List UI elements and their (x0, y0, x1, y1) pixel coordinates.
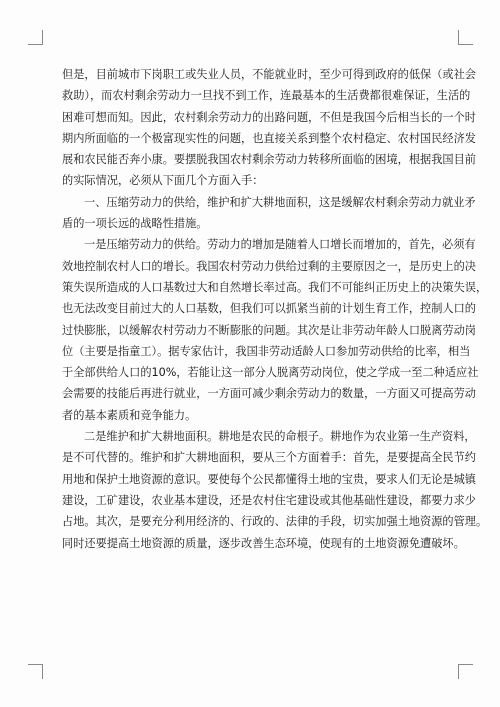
text-line: 救助），而农村剩余劳动力一旦找不到工作，连最基本的生活费都很难保证，生活的 (62, 89, 471, 103)
text-line: 建设，工矿建设，农业基本建设，还是农村住宅建设或其他基础性建设，都要力求少 (62, 493, 476, 507)
text-line: 一、压缩劳动力的供给，维护和扩大耕地面积，这是缓解农村剩余劳动力就业矛 (84, 195, 476, 209)
text-line: 位（主要是指童工）。据专家估计，我国非劳动适龄人口参加劳动供给的比率，相当 (62, 344, 471, 358)
document-body (62, 64, 488, 554)
text-line: 策失误所造成的人口基数过大和自然增长率过高。我们不可能纠正历史上的决策失误， (62, 280, 488, 294)
text-line: 困难可想而知。因此，农村剩余劳动力的出路问题，不但是我国今后相当长的一个时 (62, 110, 476, 124)
text-line: 占地。其次，是要充分利用经济的、行政的、法律的手段，切实加强土地资源的管理。 (62, 515, 488, 529)
text-line: 也无法改变目前过大的人口基数，但我们可以抓紧当前的计划生育工作，控制人口的 (62, 302, 476, 316)
text-line: 者的基本素质和竞争能力。 (62, 408, 197, 422)
text-line: 的实际情况，必须从下面几个方面入手： (62, 174, 264, 188)
text-line: 二是维护和扩大耕地面积。耕地是农民的命根子。耕地作为农业第一生产资料， (84, 430, 476, 444)
text-line: 效地控制农村人口的增长。我国农村劳动力供给过剩的主要原因之一，是历史上的决 (62, 259, 476, 273)
text-line: 盾的一项长远的战略性措施。 (62, 217, 208, 231)
text-line: 于全部供给人口的10%，若能让这一部分人脱离劳动岗位，使之学成一至二种适应社 (62, 366, 479, 380)
text-line: 同时还要提高土地资源的质量，逐步改善生态环境，使现有的土地资源免遭破坏。 (62, 536, 465, 550)
text-line: 用地和保护土地资源的意识。要使每个公民都懂得土地的宝贵，要求人们无论是城镇 (62, 472, 476, 486)
text-line: 一是压缩劳动力的供给。劳动力的增加是随着人口增长而增加的，首先，必须有 (84, 238, 476, 252)
crop-mark-top-right (458, 30, 473, 45)
text-line: 期内所面临的一个极富现实性的问题，也直接关系到整个农村稳定、农村国民经济发 (62, 131, 476, 145)
text-line: 会需要的技能后再进行就业，一方面可减少剩余劳动力的数量，一方面又可提高劳动 (62, 387, 476, 401)
crop-mark-bottom-left (28, 664, 43, 679)
text-line: 是不可代替的。维护和扩大耕地面积，要从三个方面着手：首先，是要提高全民节约 (62, 451, 476, 465)
text-line: 但是，目前城市下岗职工或失业人员，不能就业时，至少可得到政府的低保（或社会 (62, 68, 476, 81)
crop-mark-top-left (28, 30, 43, 45)
text-line: 展和农民能否奔小康。要摆脱我国农村剩余劳动力转移所面临的困境，根据我国目前 (62, 153, 476, 167)
text-line: 过快膨胀，以缓解农村劳动力不断膨胀的问题。其次是让非劳动年龄人口脱离劳动岗 (62, 323, 476, 337)
crop-mark-bottom-right (458, 664, 473, 679)
